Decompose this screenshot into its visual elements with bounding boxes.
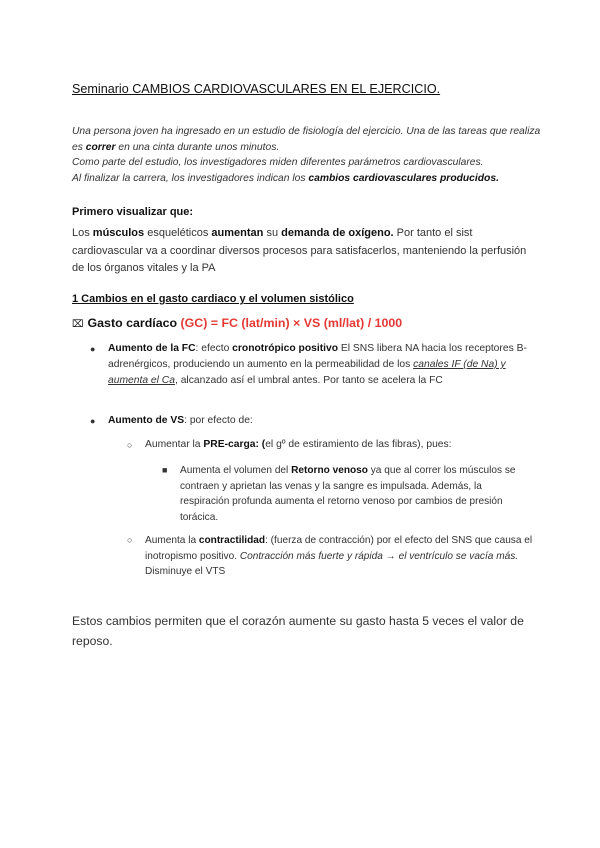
bold-run: aumentan bbox=[211, 227, 264, 239]
list-item-precarga bbox=[127, 437, 535, 453]
text-run: ya que al correr los músculos se contraen y aprietan las venas y la sangre es impulsada. Además, la respiración profunda aumenta el retorno venoso por cambios de presión torácica. bbox=[180, 465, 516, 523]
text-run: Los bbox=[72, 227, 93, 239]
bold-run: contractilidad bbox=[198, 535, 266, 546]
bullet-disc-icon: ● bbox=[90, 344, 96, 354]
text-run: : efecto bbox=[195, 343, 233, 354]
intro-text: Al finalizar la carrera, los investigadores indican los bbox=[72, 172, 309, 184]
text-run: Aumenta la bbox=[145, 535, 199, 546]
intro-bold: cambios cardiovasculares producidos. bbox=[308, 172, 499, 184]
gc-formula: (GC) = FC (lat/min) × VS (ml/lat) / 1000 bbox=[180, 316, 403, 330]
bold-run: cronotrópico positivo bbox=[232, 343, 339, 354]
italic-run: Contracción más fuerte y rápida → el ventrículo se vacía más. bbox=[239, 550, 519, 562]
bullet-circle-icon: ○ bbox=[127, 535, 133, 545]
text-run: El SNS libera NA hacia los receptores B-adrenérgicos, produciendo un aumento en la permeabilidad de los bbox=[108, 343, 527, 370]
gc-label: Gasto cardíaco bbox=[87, 316, 181, 330]
intro-text: Una persona joven ha ingresado en un estudio de fisiología del ejercicio. Una de las tareas que realiza es bbox=[72, 126, 541, 153]
list-item-vs bbox=[90, 413, 528, 429]
bullet-square-icon: ■ bbox=[162, 465, 168, 475]
closing-paragraph: Estos cambios permiten que el corazón aumente su gasto hasta 5 veces el valor de reposo. bbox=[72, 614, 524, 648]
list-item-fc bbox=[90, 341, 548, 389]
section-heading: 1 Cambios en el gasto cardiaco y el volumen sistólico bbox=[72, 293, 354, 305]
text-run: su bbox=[263, 227, 282, 239]
text-run: el gº de estiramiento de las fibras), pues: bbox=[265, 439, 452, 450]
text-run: : por efecto de: bbox=[184, 415, 253, 426]
first-heading: Primero visualizar que: bbox=[72, 206, 194, 218]
bullet-circle-icon: ○ bbox=[127, 440, 133, 450]
text-run: Aumentar la bbox=[145, 439, 204, 450]
gasto-cardiaco-line bbox=[72, 316, 402, 330]
bold-run: músculos bbox=[92, 227, 145, 239]
bold-run: demanda de oxígeno. bbox=[281, 227, 394, 239]
page-title: Seminario CAMBIOS CARDIOVASCULARES EN EL EJERCICIO. bbox=[72, 82, 441, 96]
underlined-run: canales IF (de Na) y aumenta el Ca bbox=[108, 359, 506, 386]
first-paragraph bbox=[72, 225, 532, 278]
bold-run: Retorno venoso bbox=[291, 465, 368, 476]
text-run: Disminuye el VTS bbox=[145, 566, 226, 577]
text-run: Aumenta el volumen del bbox=[180, 465, 292, 476]
text-run: : (fuerza de contracción) por el efecto del SNS que causa el inotropismo positivo. bbox=[145, 535, 533, 562]
intro-paragraph bbox=[72, 124, 542, 186]
bold-run: Aumento de la FC bbox=[108, 343, 196, 354]
bold-run: PRE-carga: ( bbox=[203, 439, 266, 450]
checkbox-icon: ⌧ bbox=[72, 319, 84, 330]
text-run: esqueléticos bbox=[144, 227, 212, 239]
text-run: , alcanzado así el umbral antes. Por tanto se acelera la FC bbox=[174, 375, 443, 386]
text-run: Por tanto el sist cardiovascular va a coordinar diversos procesos para satisfacerlos, manteniendo la perfusión de los órganos vitales y la PA bbox=[72, 227, 527, 274]
bold-run: Aumento de VS bbox=[108, 415, 185, 426]
list-item-retorno bbox=[162, 463, 525, 525]
intro-bold: correr bbox=[85, 141, 116, 153]
intro-line: Como parte del estudio, los investigadores miden diferentes parámetros cardiovasculares. bbox=[72, 157, 484, 168]
bullet-disc-icon: ● bbox=[90, 416, 96, 426]
list-item-contractilidad bbox=[127, 533, 535, 580]
intro-text: en una cinta durante unos minutos. bbox=[115, 141, 280, 153]
